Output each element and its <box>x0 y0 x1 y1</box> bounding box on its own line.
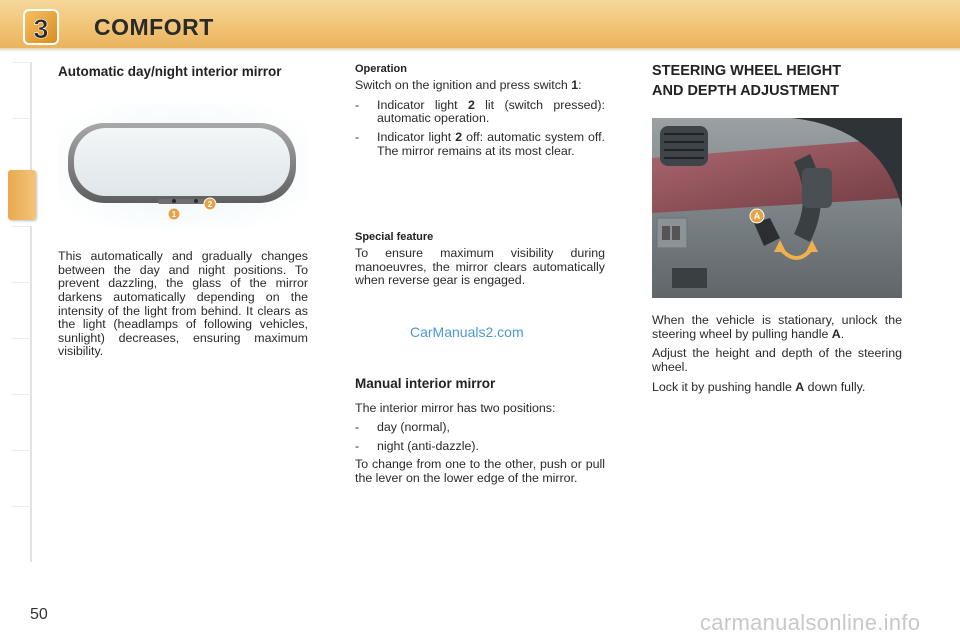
side-tab-4[interactable] <box>12 226 32 282</box>
operation-item-1: - Indicator light 2 lit (switch pressed): automatic operation. <box>355 97 606 126</box>
manual-item-2: - night (anti-dazzle). <box>355 438 479 453</box>
steering-heading: STEERING WHEEL HEIGHT AND DEPTH ADJUSTMENT <box>652 63 842 99</box>
special-feature-body: To ensure maximum visibility during manoeuvres, the mirror clears automatically when reverse gear is engaged. <box>355 246 605 288</box>
manual-mirror-intro: The interior mirror has two positions: <box>355 400 556 415</box>
side-tab-strip <box>0 62 34 578</box>
manual-mirror-block <box>355 376 605 492</box>
mirror-label-2-text: 2 <box>207 200 213 209</box>
operation-heading: Operation <box>355 63 407 75</box>
manual-item-1: - day (normal), <box>355 420 450 435</box>
side-tab-1[interactable] <box>12 62 32 118</box>
operation-intro: Switch on the ignition and press switch 1: <box>355 78 582 93</box>
operation-item-2: - Indicator light 2 off: automatic system off. The mirror remains at its most clear. <box>355 130 605 158</box>
page-title: COMFORT <box>94 14 214 40</box>
mirror-label-1-text: 1 <box>171 210 177 219</box>
mirror-illustration <box>58 103 308 228</box>
watermark-carmanuals2[interactable]: CarManuals2.com <box>410 324 524 340</box>
side-tab-5[interactable] <box>12 282 32 338</box>
steering-illustration <box>652 118 902 298</box>
steering-instructions <box>652 314 902 400</box>
mirror-description <box>58 250 308 365</box>
header-shadow <box>0 48 960 52</box>
manual-mirror-heading: Manual interior mirror <box>355 376 496 391</box>
side-tab-8[interactable] <box>12 450 32 506</box>
chapter-number: 3 <box>33 14 49 44</box>
steering-para-1: When the vehicle is stationary, unlock the steering wheel by pulling handle A. <box>652 313 902 341</box>
side-tab-7[interactable] <box>12 394 32 450</box>
page-number: 50 <box>30 606 48 623</box>
mirror-heading: Automatic day/night interior mirror <box>58 64 282 79</box>
side-tab-9[interactable] <box>12 506 32 562</box>
side-tab-6[interactable] <box>12 338 32 394</box>
special-feature-heading: Special feature <box>355 231 434 243</box>
chapter-badge <box>22 8 62 48</box>
left-column <box>58 64 308 80</box>
right-column-heading <box>652 62 902 101</box>
manual-mirror-body: To change from one to the other, push or pull the lever on the lower edge of the mirror. <box>355 457 605 486</box>
handle-a-label <box>750 209 764 223</box>
handle-a-label-text: A <box>753 211 761 221</box>
side-tab-2[interactable] <box>12 118 32 174</box>
watermark-carmanualsonline[interactable]: carmanualsonline.info <box>700 610 921 635</box>
mirror-body: This automatically and gradually changes between the day and night positions. To prevent dazzling, the glass of the mirror darkens automatically depending on the intensity of the light from behind. It clears as the light (headlamps of following vehicles, sunlight) decreases, ensuring maximum visibility. <box>58 249 308 359</box>
side-tab-3-active[interactable] <box>8 170 36 220</box>
steering-para-3: Lock it by pushing handle A down fully. <box>652 379 866 394</box>
special-feature-block <box>355 231 605 294</box>
middle-column-top <box>355 63 605 163</box>
mirror-label-2 <box>204 198 216 210</box>
mirror-label-1 <box>168 208 180 220</box>
steering-para-2: Adjust the height and depth of the steering wheel. <box>652 346 902 374</box>
